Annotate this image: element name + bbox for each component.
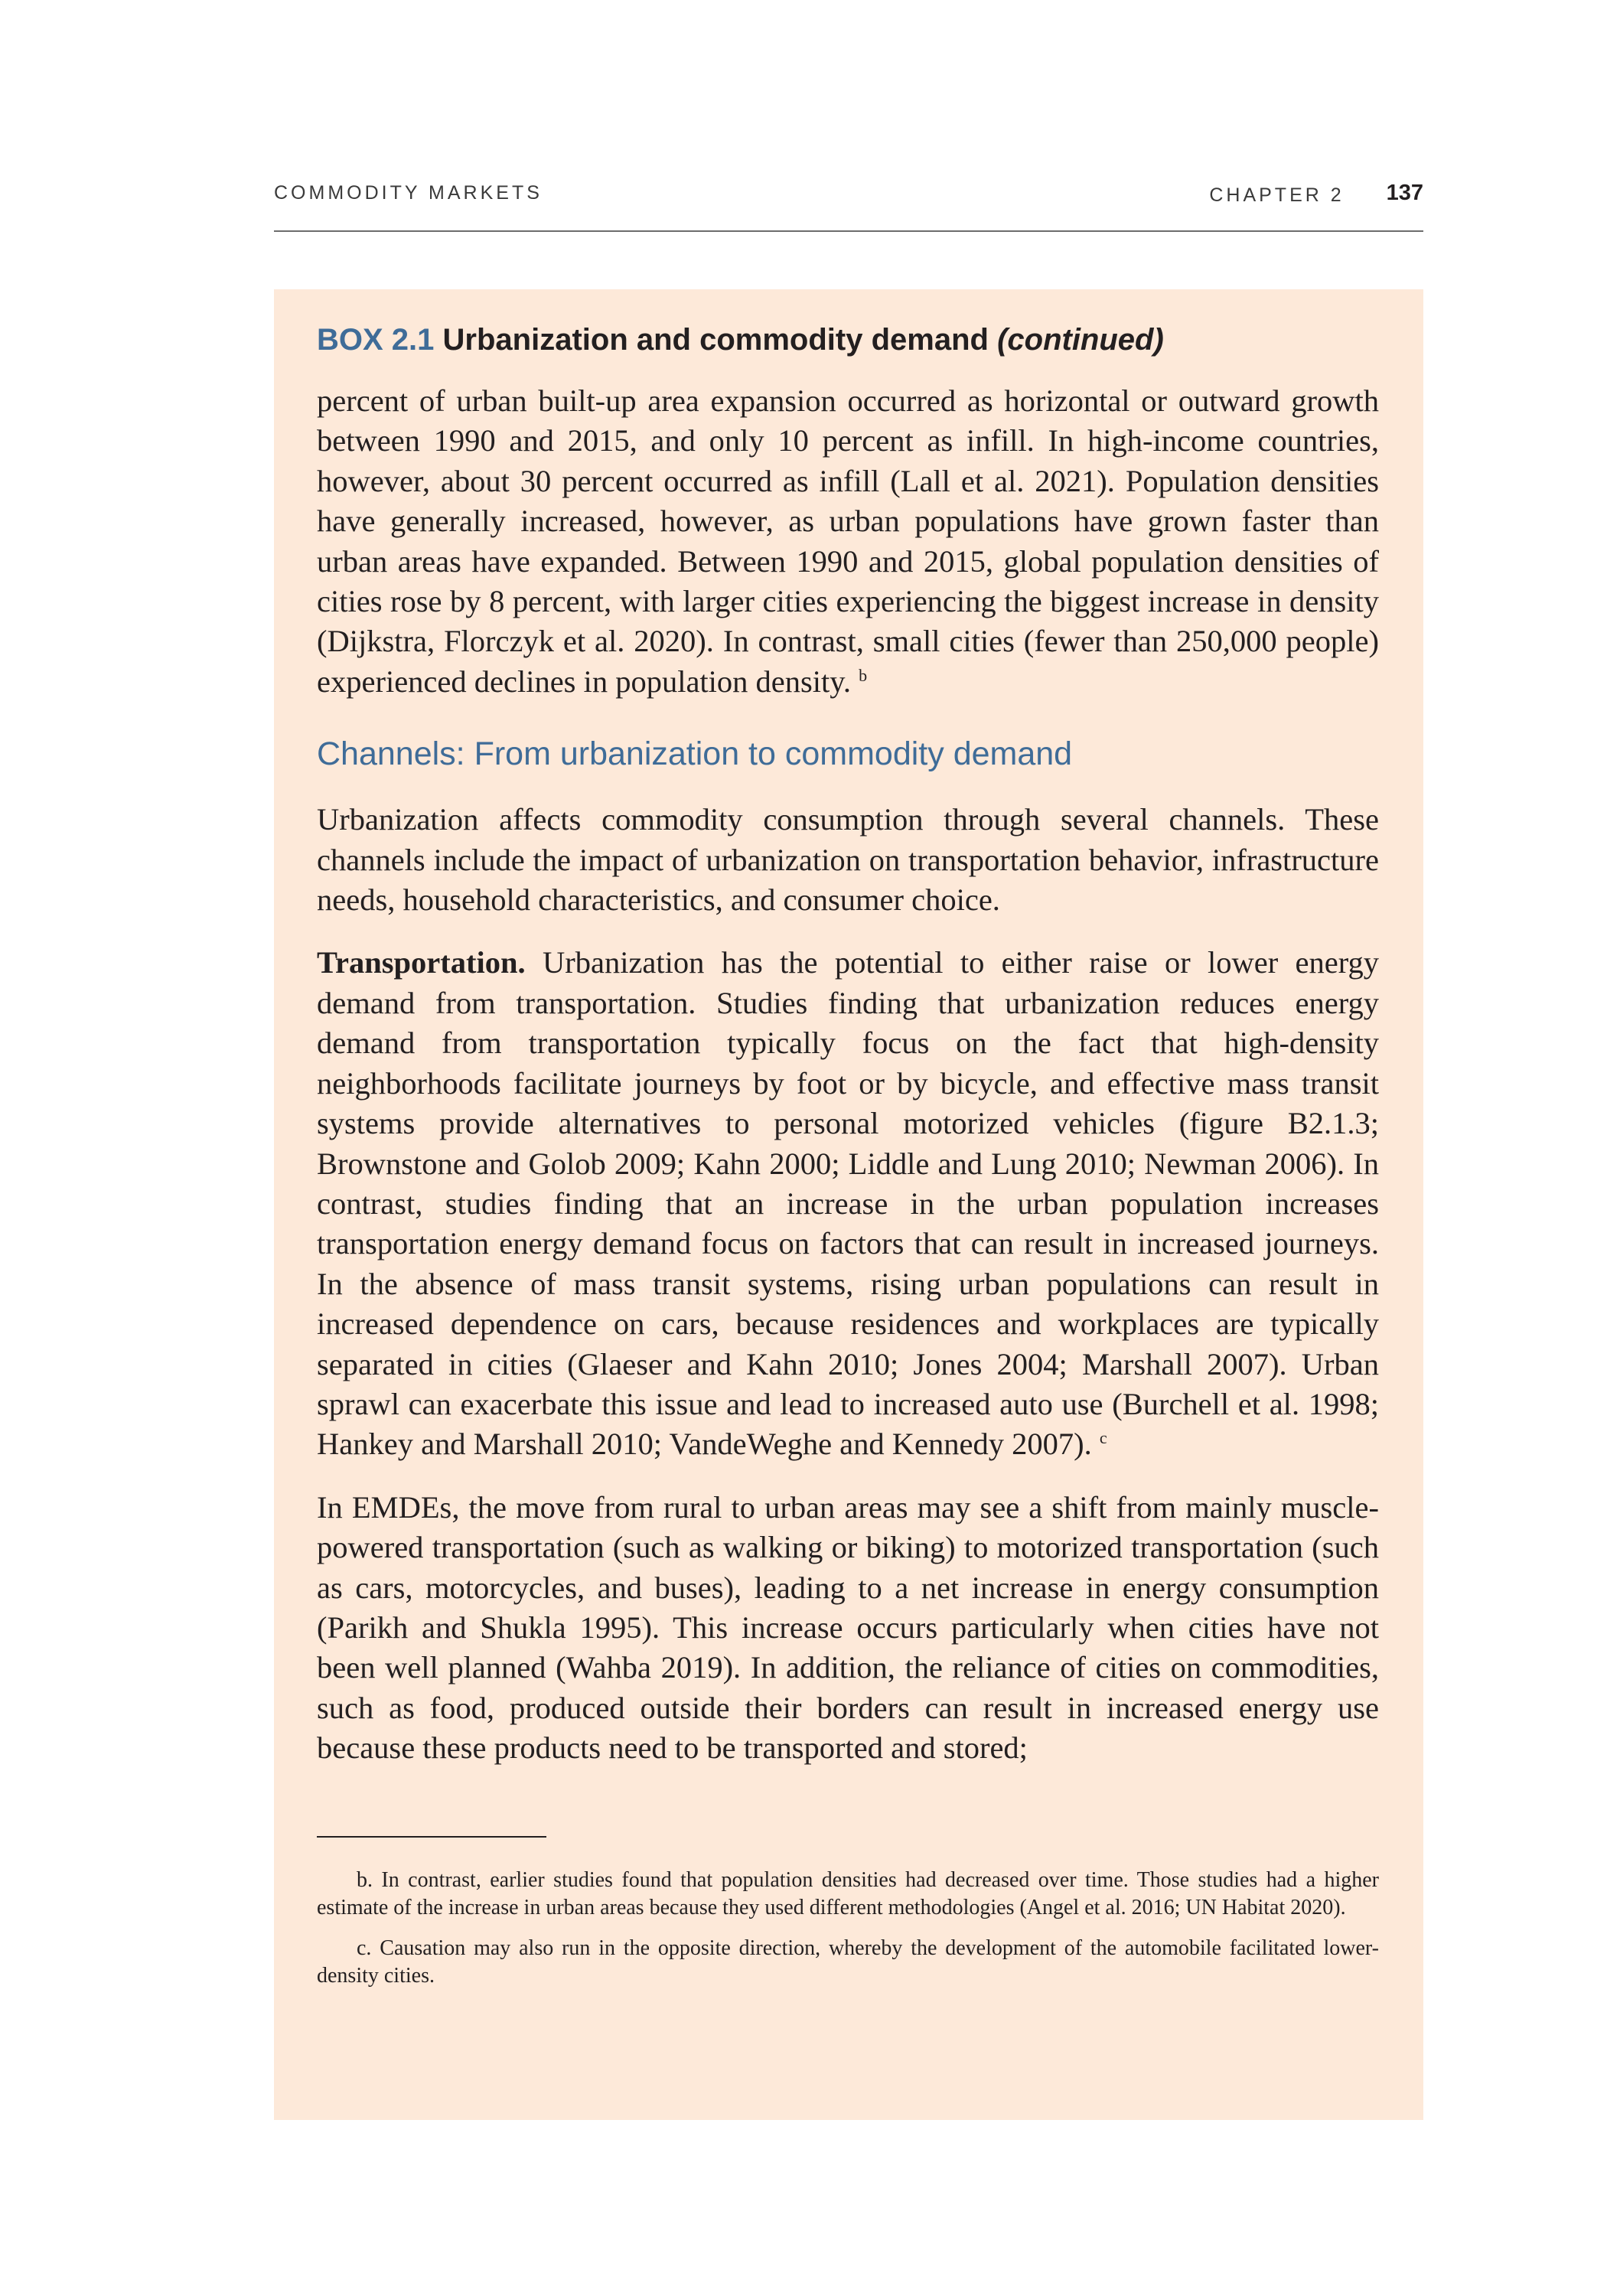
- chapter-label: CHAPTER 2: [1209, 184, 1345, 206]
- box-continued: (continued): [997, 323, 1164, 357]
- box-content: [317, 320, 1379, 2003]
- header-rule: [274, 230, 1423, 232]
- running-head-right: [1209, 182, 1423, 207]
- box-label: BOX 2.1: [317, 323, 435, 357]
- paragraph-3-text: Urbanization has the potential to either raise or lower energy demand from transportation. Studies finding that urbanization reduces energy demand from transportation typically focus on the fact that high-density neighborhoods facilitate journeys by foot or by bicycle, and effective mass transit systems provide alternatives to personal motorized vehicles (figure B2.1.3; Brownstone and Golob 2009; Kahn 2000; Liddle and Lung 2010; Newman 2006). In contrast, studies finding that an increase in the urban population increases transportation energy demand focus on factors that can result in increased journeys. In the absence of mass transit systems, rising urban populations can result in increased dependence on cars, because residences and workplaces are typically separated in cities (Glaeser and Kahn 2010; Jones 2004; Marshall 2007). Urban sprawl can exacerbate this issue and lead to increased auto use (Burchell et al. 1998; Hankey and Marshall 2010; VandeWeghe and Kennedy 2007).: [317, 945, 1380, 1462]
- paragraph-4: In EMDEs, the move from rural to urban areas may see a shift from mainly muscle-powered transportation (such as walking or biking) to motorized transportation (such as cars, motorcycles, and buses), leading to a net increase in energy consumption (Parikh and Shukla 1995). This increase occurs particularly when cities have not been well planned (Wahba 2019). In addition, the reliance of cities on commodities, such as food, produced outside their borders can result in increased energy use because these products need to be transported and stored;: [317, 1489, 1379, 1766]
- box-title: [317, 320, 1379, 360]
- section-heading: Channels: From urbanization to commodity demand: [317, 735, 1073, 773]
- box-title-text: Urbanization and commodity demand: [442, 323, 989, 357]
- box-panel: [274, 289, 1423, 2120]
- paragraph-1-text: percent of urban built-up area expansion occurred as horizontal or outward growth between 1990 and 2015, and only 10 percent as infill. In high-income countries, however, about 30 percent occurred as infill (Lall et al. 2021). Population densities have generally increased, however, as urban populations have grown faster than urban areas have expanded. Between 1990 and 2015, global population densities of cities rose by 8 percent, with larger cities experiencing the biggest increase in density (Dijkstra, Florczyk et al. 2020). In contrast, small cities (fewer than 250,000 people) experienced declines in population density.: [317, 383, 1379, 699]
- paragraph-3-lead: Transportation.: [317, 945, 526, 980]
- running-head: [274, 182, 1423, 213]
- paragraph-1: [317, 381, 1379, 702]
- running-head-title: COMMODITY MARKETS: [274, 182, 543, 204]
- footnote-ref-b: b: [859, 665, 868, 685]
- footnote-ref-c: c: [1099, 1428, 1107, 1448]
- footnote-b: b. In contrast, earlier studies found that population densities had decreased over time. Those studies had a higher estimate of the increase in urban areas because they used different methodologies (Angel et al. 2016; UN Habitat 2020).: [317, 1867, 1379, 1920]
- page-number: 137: [1386, 181, 1423, 205]
- footnote-rule: [317, 1836, 546, 1838]
- footnote-c: c. Causation may also run in the opposite direction, whereby the development of the automobile facilitated lower-density cities.: [317, 1936, 1379, 1988]
- paragraph-2: Urbanization affects commodity consumption through several channels. These channels include the impact of urbanization on transportation behavior, infrastructure needs, household characteristics, and consumer choice.: [317, 802, 1379, 918]
- paragraph-3: [317, 943, 1379, 1464]
